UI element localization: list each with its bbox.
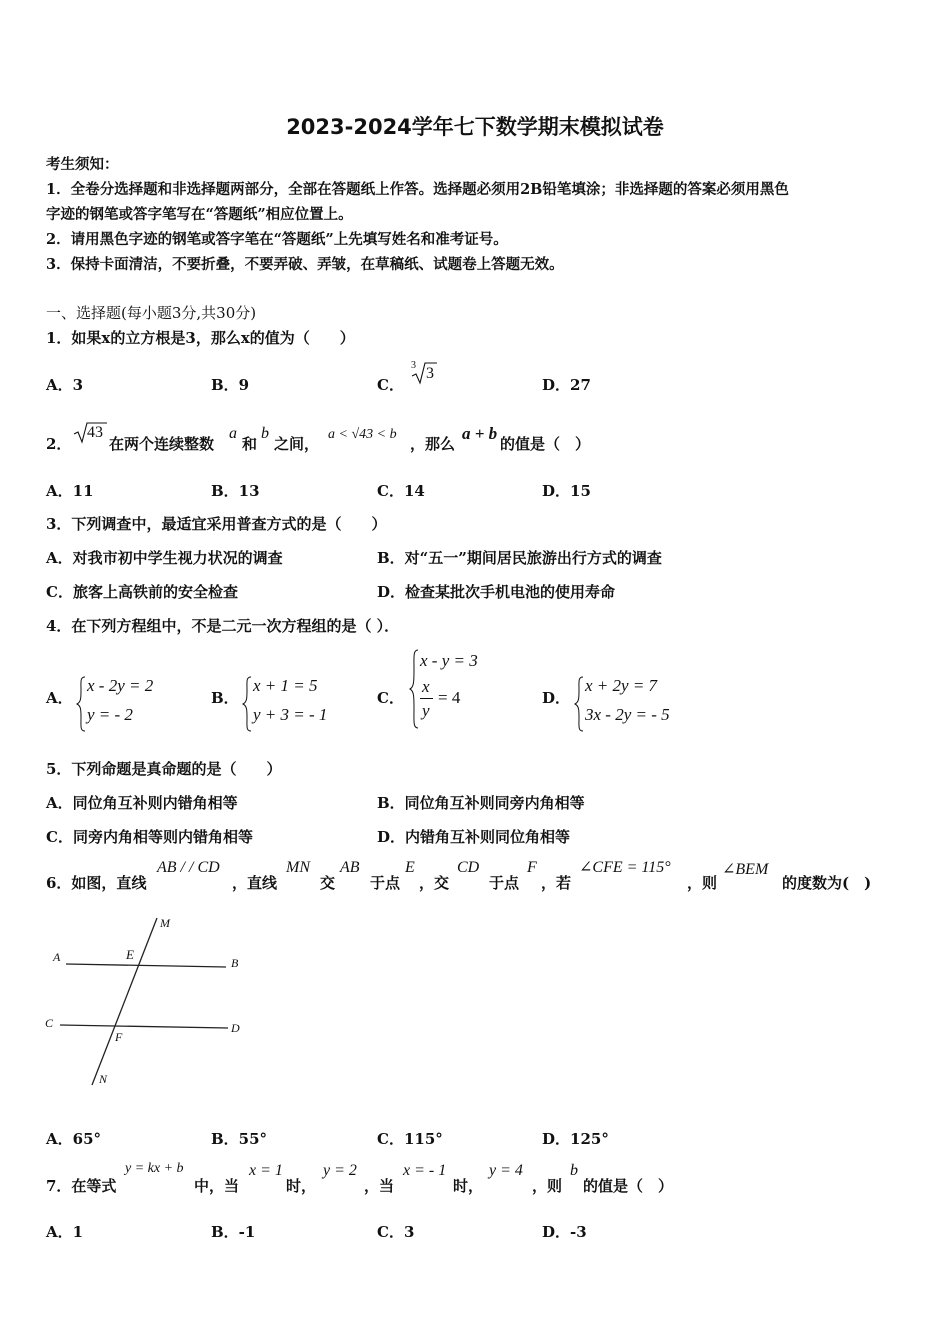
question-6-math-8: ∠BEM bbox=[722, 861, 769, 878]
radicand: 3 bbox=[426, 365, 434, 382]
question-5-option-a: A．同位角互补则内错角相等 bbox=[46, 794, 238, 812]
question-4-option-c-label: C． bbox=[377, 689, 404, 707]
brace-icon bbox=[242, 676, 252, 732]
question-4-option-b-label: B． bbox=[211, 689, 239, 707]
question-2-text-1: 在两个连续整数 bbox=[109, 435, 215, 453]
question-6-text-1: 6．如图，直线 bbox=[46, 874, 147, 892]
question-7-math-2: x = 1 bbox=[249, 1162, 283, 1179]
question-6-option-a: A．65° bbox=[46, 1130, 102, 1148]
question-6-text-3: 交 bbox=[320, 874, 336, 892]
question-6-option-d: D．125° bbox=[542, 1130, 609, 1148]
question-2-text-5: 的值是（ ） bbox=[500, 435, 591, 453]
root-index: 3 bbox=[411, 360, 416, 371]
brace-icon bbox=[574, 676, 584, 732]
fraction-numerator: x bbox=[422, 677, 430, 696]
question-2-text-2: 和 bbox=[242, 435, 258, 453]
question-7-text-2: 中，当 bbox=[194, 1177, 240, 1195]
question-6-math-4: E bbox=[405, 859, 415, 876]
question-7-text-1: 7．在等式 bbox=[46, 1177, 117, 1195]
question-7-option-d: D．-3 bbox=[542, 1223, 587, 1241]
label-e: E bbox=[126, 947, 134, 962]
notice-item-1-cont: 字迹的钢笔或答字笔写在“答题纸”相应位置上。 bbox=[46, 206, 353, 223]
fraction-denominator: y bbox=[422, 701, 430, 720]
brace-icon bbox=[409, 649, 419, 729]
label-b: B bbox=[231, 956, 239, 970]
equation-2: y + 3 = - 1 bbox=[253, 705, 328, 724]
label-f: F bbox=[115, 1030, 123, 1044]
question-1-stem: 1．如果x的立方根是3，那么x的值为（ ） bbox=[46, 329, 355, 347]
question-1-option-b: B．9 bbox=[211, 376, 250, 394]
notice-item-3: 3．保持卡面清洁，不要折叠，不要弄破、弄皱，在草稿纸、试题卷上答题无效。 bbox=[46, 256, 564, 273]
question-1-option-a: A．3 bbox=[46, 376, 84, 394]
question-7-text-4: ，当 bbox=[364, 1177, 395, 1195]
question-7-text-5: 时， bbox=[453, 1177, 484, 1195]
line-mn bbox=[92, 918, 157, 1085]
label-n: N bbox=[99, 1072, 108, 1086]
question-2-option-b: B．13 bbox=[211, 482, 260, 500]
notice-item-1: 1．全卷分选择题和非选择题两部分，全部在答题纸上作答。选择题必须用2B铅笔填涂；非选择题的答案必须用黑色 bbox=[46, 181, 789, 198]
question-7-text-6: ，则 bbox=[532, 1177, 563, 1195]
label-d: D bbox=[231, 1021, 240, 1035]
question-6-text-5: ，交 bbox=[419, 874, 450, 892]
question-2-option-c: C．14 bbox=[377, 482, 425, 500]
question-7-math-6: b bbox=[570, 1162, 578, 1179]
equation-1: x - 2y = 2 bbox=[87, 676, 154, 695]
question-7-option-a: A．1 bbox=[46, 1223, 84, 1241]
question-4-option-a-label: A． bbox=[46, 689, 73, 707]
question-7-math-4: x = - 1 bbox=[403, 1162, 447, 1179]
question-3-stem: 3．下列调查中，最适宜采用普查方式的是（ ） bbox=[46, 515, 387, 533]
radicand: 43 bbox=[87, 424, 103, 441]
notice-item-2: 2．请用黑色字迹的钢笔或答字笔在“答题纸”上先填写姓名和准考证号。 bbox=[46, 231, 508, 248]
question-5-stem: 5．下列命题是真命题的是（ ） bbox=[46, 760, 282, 778]
page-title: 2023-2024学年七下数学期末模拟试卷 bbox=[286, 115, 664, 139]
question-6-math-2: MN bbox=[286, 859, 310, 876]
line-ab bbox=[66, 964, 226, 967]
notice-heading: 考生须知： bbox=[46, 156, 119, 173]
parallel-lines-diagram bbox=[40, 910, 260, 1100]
question-2-option-d: D．15 bbox=[542, 482, 591, 500]
question-6-math-5: CD bbox=[457, 859, 480, 876]
question-7-option-b: B．-1 bbox=[211, 1223, 256, 1241]
equation-1: x - y = 3 bbox=[420, 651, 478, 670]
question-6-text-2: ，直线 bbox=[232, 874, 278, 892]
question-5-option-c: C．同旁内角相等则内错角相等 bbox=[46, 828, 253, 846]
question-1-option-d: D．27 bbox=[542, 376, 591, 394]
question-2-text-4: ，那么 bbox=[410, 435, 456, 453]
question-2-inequality: a < √43 < b bbox=[328, 427, 397, 442]
question-6-text-9: 的度数为( ) bbox=[782, 874, 872, 892]
equation-2: 3x - 2y = - 5 bbox=[585, 705, 670, 724]
equation-1: x + 2y = 7 bbox=[585, 676, 658, 695]
question-7-option-c: C．3 bbox=[377, 1223, 415, 1241]
brace-icon bbox=[76, 676, 86, 732]
equation-2: y = - 2 bbox=[87, 705, 133, 724]
question-6-text-7: ，若 bbox=[541, 874, 572, 892]
question-6-option-b: B．55° bbox=[211, 1130, 268, 1148]
question-7-math-5: y = 4 bbox=[489, 1162, 523, 1179]
question-7-text-7: 的值是（ ） bbox=[583, 1177, 674, 1195]
label-m: M bbox=[160, 916, 170, 930]
question-3-option-d: D．检查某批次手机电池的使用寿命 bbox=[377, 583, 616, 601]
question-7-math-1: y = kx + b bbox=[125, 1161, 184, 1176]
question-7-math-3: y = 2 bbox=[323, 1162, 357, 1179]
question-6-figure bbox=[40, 910, 260, 1100]
question-4-option-d-label: D． bbox=[542, 689, 571, 707]
question-6-text-8: ，则 bbox=[687, 874, 718, 892]
question-4-stem: 4．在下列方程组中，不是二元一次方程组的是（ ）． bbox=[46, 617, 400, 635]
question-2-var-a: a bbox=[229, 425, 237, 442]
question-2-sqrt-43 bbox=[72, 420, 108, 444]
section-heading: 一、选择题(每小题3分,共30分) bbox=[46, 304, 257, 322]
question-6-math-6: F bbox=[527, 859, 537, 876]
question-7-text-3: 时， bbox=[286, 1177, 317, 1195]
question-2-sum: a + b bbox=[462, 424, 498, 443]
question-6-math-3: AB bbox=[340, 859, 360, 876]
question-4-option-c-system bbox=[409, 649, 529, 731]
question-2-number: 2． bbox=[46, 435, 72, 453]
equation-1: x + 1 = 5 bbox=[253, 676, 318, 695]
question-6-text-6: 于点 bbox=[489, 874, 520, 892]
question-6-text-4: 于点 bbox=[370, 874, 401, 892]
question-3-option-b: B．对“五一”期间居民旅游出行方式的调查 bbox=[377, 549, 662, 567]
question-5-option-d: D．内错角互补则同位角相等 bbox=[377, 828, 571, 846]
equation-2-rhs: = 4 bbox=[438, 688, 461, 707]
question-2-text-3: 之间， bbox=[274, 435, 320, 453]
question-6-math-7: ∠CFE = 115° bbox=[579, 859, 671, 876]
question-1-option-c: C． bbox=[377, 376, 404, 394]
question-3-option-a: A．对我市初中学生视力状况的调查 bbox=[46, 549, 283, 567]
label-a: A bbox=[53, 950, 61, 964]
label-c: C bbox=[45, 1016, 54, 1030]
fraction-bar bbox=[420, 698, 433, 699]
question-5-option-b: B．同位角互补则同旁内角相等 bbox=[377, 794, 585, 812]
line-cd bbox=[60, 1025, 228, 1028]
question-6-option-c: C．115° bbox=[377, 1130, 443, 1148]
question-3-option-c: C．旅客上高铁前的安全检查 bbox=[46, 583, 238, 601]
question-2-option-a: A．11 bbox=[46, 482, 94, 500]
question-2-var-b: b bbox=[261, 425, 269, 442]
question-6-math-1: AB / / CD bbox=[157, 859, 220, 876]
